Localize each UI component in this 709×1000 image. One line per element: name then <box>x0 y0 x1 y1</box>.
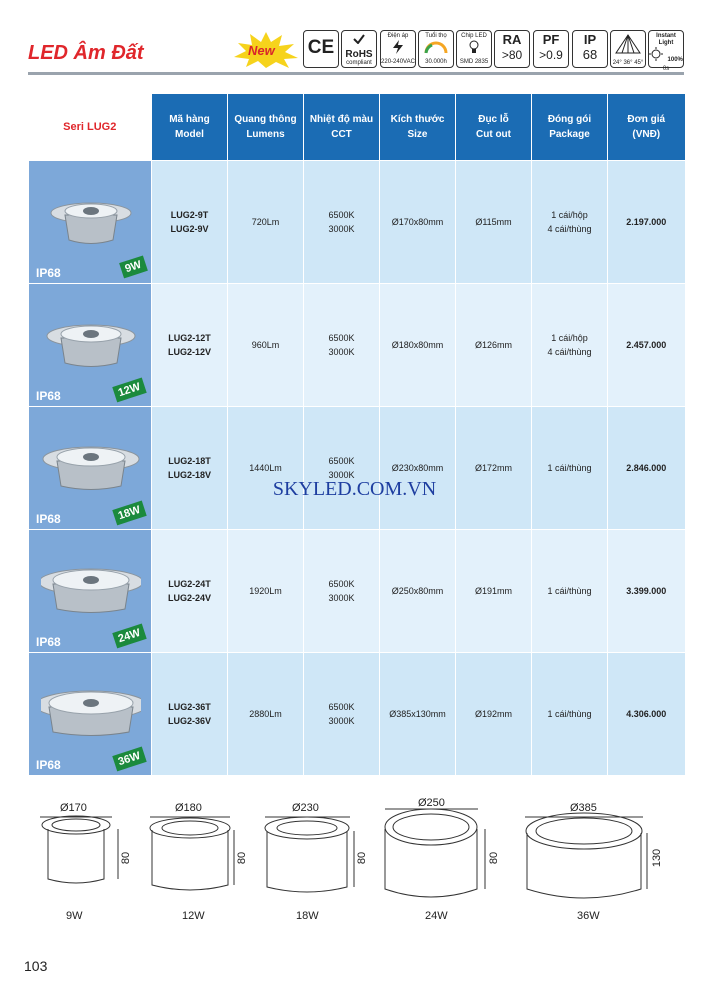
table-header-row <box>29 94 685 160</box>
ip-spec: IP 68 <box>572 30 608 68</box>
wattage-badge: 18W <box>113 500 147 525</box>
sun-icon <box>649 47 663 61</box>
price-cell: 2.197.000 <box>608 160 685 283</box>
ip-rating: IP68 <box>36 265 61 280</box>
cct-cell: 6500K 3000K <box>304 406 380 529</box>
cutout-cell: Ø115mm <box>456 160 532 283</box>
dimension-drawings <box>0 795 709 910</box>
lumens-cell: 960Lm <box>228 283 304 406</box>
ip-rating: IP68 <box>36 388 61 403</box>
product-image <box>29 160 152 283</box>
cct-cell: 6500K 3000K <box>304 160 380 283</box>
lumens-cell: 1440Lm <box>228 406 304 529</box>
product-image <box>29 529 152 652</box>
size-cell: Ø170x80mm <box>380 160 456 283</box>
height-label: 80 <box>120 851 133 865</box>
drawing-wattage-label: 24W <box>425 910 448 922</box>
beam-angle-spec: 24° 36° 45° <box>610 30 646 68</box>
ip-rating: IP68 <box>36 511 61 526</box>
new-label: New <box>248 43 275 58</box>
product-image <box>29 406 152 529</box>
ce-mark: CE <box>303 30 339 68</box>
drawing-wattage-label: 12W <box>182 910 205 922</box>
ip-rating: IP68 <box>36 758 61 772</box>
lamp-icon <box>41 677 141 747</box>
cutout-cell: Ø172mm <box>456 406 532 529</box>
column-header: Nhiệt độ màu CCT <box>304 94 380 160</box>
cutout-cell: Ø192mm <box>456 652 532 775</box>
cct-cell: 6500K 3000K <box>304 529 380 652</box>
model-cell: LUG2-18T LUG2-18V <box>152 406 228 529</box>
column-header: Đóng gói Package <box>532 94 608 160</box>
diameter-label: Ø385 <box>570 802 597 814</box>
cutout-cell: Ø191mm <box>456 529 532 652</box>
column-header: Quang thông Lumens <box>228 94 304 160</box>
column-header: Kích thước Size <box>380 94 456 160</box>
model-cell: LUG2-9T LUG2-9V <box>152 160 228 283</box>
price-cell: 2.457.000 <box>608 283 685 406</box>
lumens-cell: 2880Lm <box>228 652 304 775</box>
model-cell: LUG2-12T LUG2-12V <box>152 283 228 406</box>
gauge-icon <box>424 40 448 54</box>
new-badge <box>234 32 298 68</box>
size-cell: Ø180x80mm <box>380 283 456 406</box>
diameter-label: Ø170 <box>60 802 87 814</box>
watermark: SKYLED.COM.VN <box>272 478 437 500</box>
package-cell: 1 cái/thùng <box>532 406 608 529</box>
price-table <box>28 94 685 775</box>
height-label: 130 <box>651 848 664 868</box>
table-row <box>29 529 685 652</box>
package-cell: 1 cái/thùng <box>532 652 608 775</box>
model-cell: LUG2-24T LUG2-24V <box>152 529 228 652</box>
height-label: 80 <box>356 851 369 865</box>
ra-spec: RA >80 <box>494 30 530 68</box>
drawing-wattage-label: 9W <box>66 910 83 922</box>
page-number: 103 <box>24 958 48 974</box>
instant-light-spec: Instant Light 100% 0s <box>648 30 684 68</box>
voltage-spec: Điện áp 220-240VAC <box>380 30 416 68</box>
lamp-icon <box>41 308 141 378</box>
price-cell: 3.399.000 <box>608 529 685 652</box>
beam-angle-icon <box>613 33 643 55</box>
lamp-icon <box>41 185 141 255</box>
size-cell: Ø385x130mm <box>380 652 456 775</box>
table-row <box>29 406 685 529</box>
product-image <box>29 652 152 775</box>
table-row <box>29 652 685 775</box>
wattage-badge: 9W <box>119 255 147 278</box>
check-icon <box>353 34 365 44</box>
page-title: LED Âm Đất <box>28 42 144 64</box>
price-cell: 2.846.000 <box>608 406 685 529</box>
series-label: Seri LUG2 <box>29 94 152 160</box>
size-cell: Ø250x80mm <box>380 529 456 652</box>
drawing-wattage-label: 18W <box>296 910 319 922</box>
price-cell: 4.306.000 <box>608 652 685 775</box>
drawing-wattage-label: 36W <box>577 910 600 922</box>
package-cell: 1 cái/hộp 4 cái/thùng <box>532 283 608 406</box>
table-row <box>29 283 685 406</box>
header-rule <box>28 72 684 75</box>
page-header <box>0 0 709 82</box>
package-cell: 1 cái/thùng <box>532 529 608 652</box>
height-label: 80 <box>236 851 249 865</box>
lamp-icon <box>41 554 141 624</box>
table-row <box>29 160 685 283</box>
diameter-label: Ø230 <box>292 802 319 814</box>
cct-cell: 6500K 3000K <box>304 283 380 406</box>
wattage-badge: 12W <box>113 377 147 402</box>
column-header: Mã hàng Model <box>152 94 228 160</box>
product-image <box>29 283 152 406</box>
diameter-label: Ø250 <box>418 797 445 809</box>
column-header: Đục lỗ Cut out <box>456 94 532 160</box>
cct-cell: 6500K 3000K <box>304 652 380 775</box>
size-cell: Ø230x80mm <box>380 406 456 529</box>
bulb-icon <box>468 40 480 54</box>
lightning-icon <box>391 40 405 54</box>
wattage-badge: 24W <box>113 623 147 648</box>
ip-rating: IP68 <box>36 634 61 649</box>
lifetime-spec: Tuổi thọ 30.000h <box>418 30 454 68</box>
lumens-cell: 1920Lm <box>228 529 304 652</box>
model-cell: LUG2-36T LUG2-36V <box>152 652 228 775</box>
diameter-label: Ø180 <box>175 802 202 814</box>
pf-spec: PF >0.9 <box>533 30 569 68</box>
cutout-cell: Ø126mm <box>456 283 532 406</box>
lumens-cell: 720Lm <box>228 160 304 283</box>
chip-spec: Chip LED SMD 2835 <box>456 30 492 68</box>
package-cell: 1 cái/hộp 4 cái/thùng <box>532 160 608 283</box>
wattage-badge: 36W <box>113 747 147 772</box>
height-label: 80 <box>488 851 501 865</box>
column-header: Đơn giá (VNĐ) <box>608 94 685 160</box>
rohs-mark: RoHS compliant <box>341 30 377 68</box>
